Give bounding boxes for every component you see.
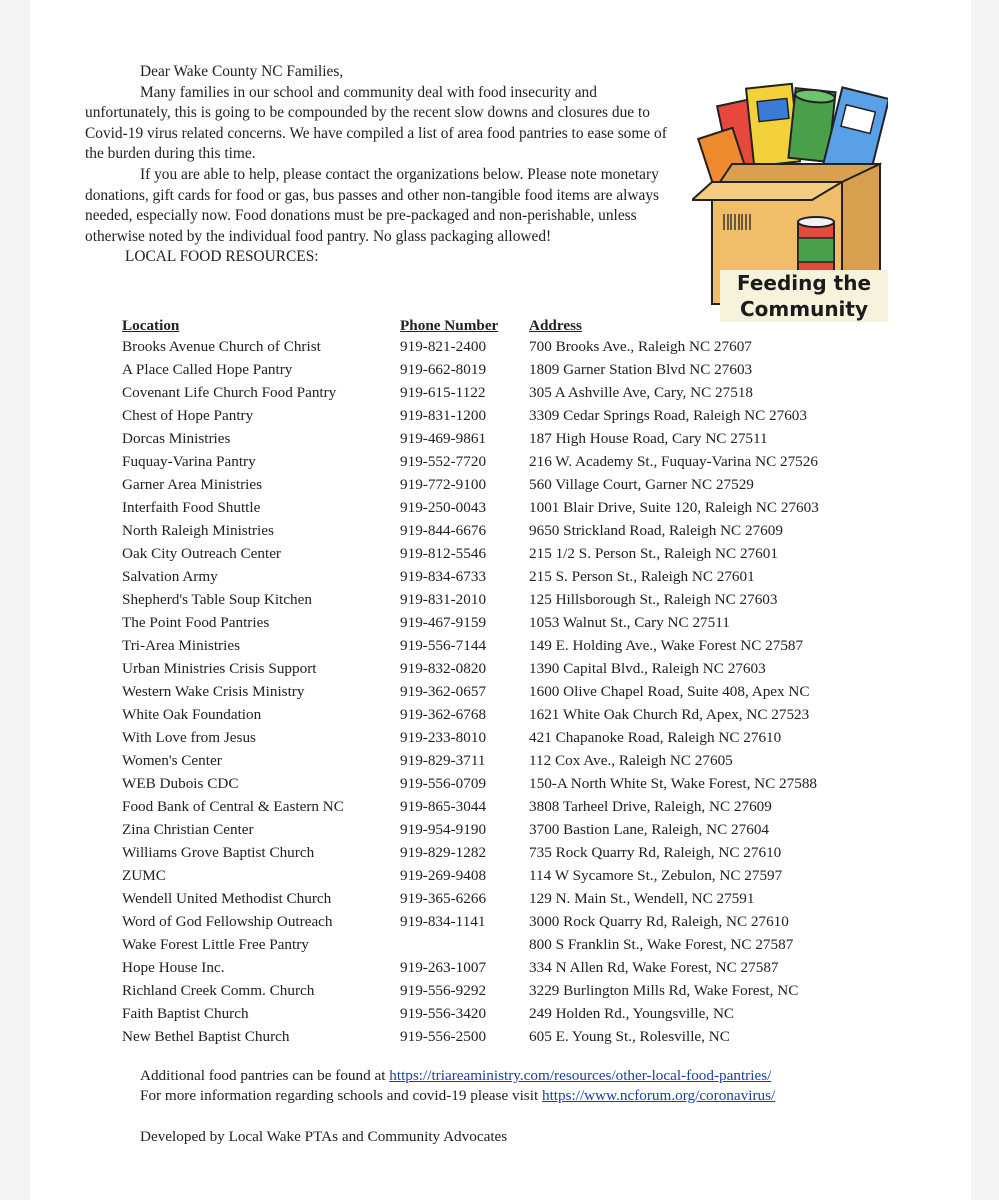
cell-address: 735 Rock Quarry Rd, Raleigh, NC 27610: [529, 844, 782, 861]
cell-phone: 919-834-6733: [400, 568, 487, 585]
cell-phone: 919-362-6768: [400, 706, 487, 723]
cell-phone: [400, 933, 529, 956]
cell-address: 1621 White Oak Church Rd, Apex, NC 27523: [529, 706, 810, 723]
cell-location: Covenant Life Church Food Pantry: [122, 384, 337, 401]
table-row: [122, 772, 859, 795]
cell-phone: 919-556-9292: [400, 982, 487, 999]
left-margin: [0, 0, 30, 1200]
table-row: [122, 887, 859, 910]
cell-phone: 919-467-9159: [400, 614, 487, 631]
cell-location: WEB Dubois CDC: [122, 775, 239, 792]
table-row: [122, 565, 859, 588]
cell-location: Western Wake Crisis Ministry: [122, 683, 305, 700]
cell-phone: 919-615-1122: [400, 384, 486, 401]
table-row: [122, 864, 859, 887]
cell-location: Wake Forest Little Free Pantry: [122, 936, 309, 953]
cell-address: 215 1/2 S. Person St., Raleigh NC 27601: [529, 545, 778, 562]
cell-location: The Point Food Pantries: [122, 614, 270, 631]
cell-phone: 919-365-6266: [400, 890, 487, 907]
table-header-row: [122, 312, 859, 335]
cell-phone: 919-362-0657: [400, 683, 487, 700]
table-row: [122, 611, 859, 634]
cell-phone: 919-269-9408: [400, 867, 487, 884]
cell-address: 1001 Blair Drive, Suite 120, Raleigh NC 27603: [529, 499, 819, 516]
cell-location: Hope House Inc.: [122, 959, 225, 976]
table-row: [122, 680, 859, 703]
cell-address: 9650 Strickland Road, Raleigh NC 27609: [529, 522, 783, 539]
cell-location: Chest of Hope Pantry: [122, 407, 254, 424]
cell-address: 129 N. Main St., Wendell, NC 27591: [529, 890, 755, 907]
cell-location: Salvation Army: [122, 568, 218, 585]
cell-phone: 919-832-0820: [400, 660, 487, 677]
cell-location: Shepherd's Table Soup Kitchen: [122, 591, 312, 608]
additional-pantries-link[interactable]: https://triareaministry.com/resources/other-local-food-pantries/: [389, 1067, 772, 1084]
cell-phone: 919-556-2500: [400, 1028, 487, 1045]
cell-address: 334 N Allen Rd, Wake Forest, NC 27587: [529, 959, 779, 976]
cell-phone: 919-556-3420: [400, 1005, 487, 1022]
cell-address: 249 Holden Rd., Youngsville, NC: [529, 1005, 735, 1022]
cell-phone: 919-469-9861: [400, 430, 487, 447]
additional-pantries-line: [140, 1066, 940, 1086]
cell-location: Williams Grove Baptist Church: [122, 844, 315, 861]
info-prefix: For more information regarding schools and covid-19 please visit: [140, 1086, 542, 1104]
cell-location: Tri-Area Ministries: [122, 637, 240, 654]
cell-address: 112 Cox Ave., Raleigh NC 27605: [529, 752, 733, 769]
cell-phone: 919-250-0043: [400, 499, 487, 516]
cell-phone: 919-556-0709: [400, 775, 487, 792]
feeding-title-line-2: Community: [739, 297, 869, 321]
cell-phone: 919-821-2400: [400, 338, 487, 355]
letter-salutation: Dear Wake County NC Families,: [140, 63, 344, 80]
cell-address: 1600 Olive Chapel Road, Suite 408, Apex NC: [529, 683, 810, 700]
header-phone: Phone Number: [400, 317, 499, 334]
table-row: [122, 427, 859, 450]
cell-location: With Love from Jesus: [122, 729, 256, 746]
header-location: Location: [122, 317, 180, 334]
cell-location: A Place Called Hope Pantry: [122, 361, 293, 378]
cell-address: 3000 Rock Quarry Rd, Raleigh, NC 27610: [529, 913, 789, 930]
cell-location: Women's Center: [122, 752, 222, 769]
cell-location: Brooks Avenue Church of Christ: [122, 338, 321, 355]
cell-location: White Oak Foundation: [122, 706, 262, 723]
table-row: [122, 496, 859, 519]
cell-address: 800 S Franklin St., Wake Forest, NC 27587: [529, 936, 794, 953]
cell-phone: 919-233-8010: [400, 729, 487, 746]
cell-address: 187 High House Road, Cary NC 27511: [529, 430, 768, 447]
additional-prefix: Additional food pantries can be found at: [140, 1067, 390, 1084]
right-margin: [971, 0, 999, 1200]
table-row: [122, 703, 859, 726]
cell-location: New Bethel Baptist Church: [122, 1028, 290, 1045]
table-row: [122, 404, 859, 427]
cell-location: Interfaith Food Shuttle: [122, 499, 261, 516]
cell-phone: 919-865-3044: [400, 798, 487, 815]
table-row: [122, 335, 859, 358]
cell-phone: 919-954-9190: [400, 821, 487, 838]
table-row: [122, 726, 859, 749]
feeding-title-line-1: Feeding the: [736, 271, 872, 295]
table-row: [122, 588, 859, 611]
cell-location: Garner Area Ministries: [122, 476, 263, 493]
cell-address: 3700 Bastion Lane, Raleigh, NC 27604: [529, 821, 770, 838]
cell-location: Wendell United Methodist Church: [122, 890, 332, 907]
cell-address: 149 E. Holding Ave., Wake Forest NC 27587: [529, 637, 804, 654]
cell-location: Word of God Fellowship Outreach: [122, 913, 333, 930]
table-row: [122, 1025, 859, 1048]
cell-phone: 919-829-3711: [400, 752, 486, 769]
cell-address: 150-A North White St, Wake Forest, NC 27588: [529, 775, 818, 792]
header-address: Address: [529, 317, 582, 334]
cell-phone: 919-831-1200: [400, 407, 487, 424]
table-row: [122, 749, 859, 772]
cell-address: 3808 Tarheel Drive, Raleigh, NC 27609: [529, 798, 772, 815]
cell-phone: 919-772-9100: [400, 476, 487, 493]
cell-location: Richland Creek Comm. Church: [122, 982, 315, 999]
letter-paragraph-1: Many families in our school and community deal with food insecurity and unfortunately, this is going to be compounded by the recent slow downs and closures due to Covid-19 virus related concerns. We have compiled a list of area food pantries to ease some of the burden during this time.: [85, 83, 667, 163]
table-row: [122, 1002, 859, 1025]
footer: [140, 1066, 940, 1147]
cell-address: 1053 Walnut St., Cary NC 27511: [529, 614, 730, 631]
cell-address: 1809 Garner Station Blvd NC 27603: [529, 361, 753, 378]
letter-paragraph-2: If you are able to help, please contact the organizations below. Please note monetary donations, gift cards for food or gas, bus passes and other non-tangible food items are always needed, especially now. Food donations must be pre-packaged and non-perishable, unless otherwise noted by the individual food pantry. No glass packaging allowed!: [85, 165, 660, 245]
cell-phone: 919-556-7144: [400, 637, 487, 654]
cell-location: North Raleigh Ministries: [122, 522, 274, 539]
cell-location: Oak City Outreach Center: [122, 545, 281, 562]
table-row: [122, 519, 859, 542]
letter-body: [85, 62, 675, 268]
cell-phone: 919-834-1141: [400, 913, 486, 930]
developed-by: Developed by Local Wake PTAs and Community Advocates: [140, 1128, 508, 1145]
table-row: [122, 979, 859, 1002]
table-row: [122, 634, 859, 657]
table-row: [122, 933, 859, 956]
cell-location: Zina Christian Center: [122, 821, 254, 838]
cell-phone: 919-662-8019: [400, 361, 487, 378]
cell-phone: 919-552-7720: [400, 453, 487, 470]
cell-address: 605 E. Young St., Rolesville, NC: [529, 1028, 730, 1045]
cell-address: 114 W Sycamore St., Zebulon, NC 27597: [529, 867, 783, 884]
cell-address: 421 Chapanoke Road, Raleigh NC 27610: [529, 729, 782, 746]
cell-address: 216 W. Academy St., Fuquay-Varina NC 27526: [529, 453, 818, 470]
cell-phone: 919-812-5546: [400, 545, 487, 562]
cell-phone: 919-831-2010: [400, 591, 487, 608]
cell-location: Dorcas Ministries: [122, 430, 231, 447]
cell-location: Fuquay-Varina Pantry: [122, 453, 256, 470]
cell-phone: 919-829-1282: [400, 844, 487, 861]
cell-address: 125 Hillsborough St., Raleigh NC 27603: [529, 591, 778, 608]
table-row: [122, 818, 859, 841]
table-row: [122, 795, 859, 818]
cell-location: Urban Ministries Crisis Support: [122, 660, 317, 677]
table-row: [122, 358, 859, 381]
table-row: [122, 473, 859, 496]
table-row: [122, 841, 859, 864]
cell-address: 305 A Ashville Ave, Cary, NC 27518: [529, 384, 754, 401]
food-resources-table: [122, 312, 859, 1048]
table-row: [122, 450, 859, 473]
cell-location: Food Bank of Central & Eastern NC: [122, 798, 344, 815]
cell-location: Faith Baptist Church: [122, 1005, 249, 1022]
cell-phone: 919-844-6676: [400, 522, 487, 539]
document-page: [30, 0, 971, 1200]
table-row: [122, 542, 859, 565]
cell-address: 700 Brooks Ave., Raleigh NC 27607: [529, 338, 752, 355]
cell-phone: 919-263-1007: [400, 959, 487, 976]
resources-heading: LOCAL FOOD RESOURCES:: [125, 248, 319, 266]
table-row: [122, 910, 859, 933]
table-row: [122, 956, 859, 979]
cell-address: 3229 Burlington Mills Rd, Wake Forest, NC: [529, 982, 799, 999]
ncforum-link[interactable]: https://www.ncforum.org/coronavirus/: [541, 1086, 776, 1104]
more-info-line: [140, 1086, 940, 1106]
table-row: [122, 381, 859, 404]
cell-address: 215 S. Person St., Raleigh NC 27601: [529, 568, 755, 585]
table-row: [122, 657, 859, 680]
cell-address: 560 Village Court, Garner NC 27529: [529, 476, 754, 493]
cell-location: ZUMC: [122, 867, 166, 884]
cell-address: 1390 Capital Blvd., Raleigh NC 27603: [529, 660, 766, 677]
cell-address: 3309 Cedar Springs Road, Raleigh NC 27603: [529, 407, 807, 424]
